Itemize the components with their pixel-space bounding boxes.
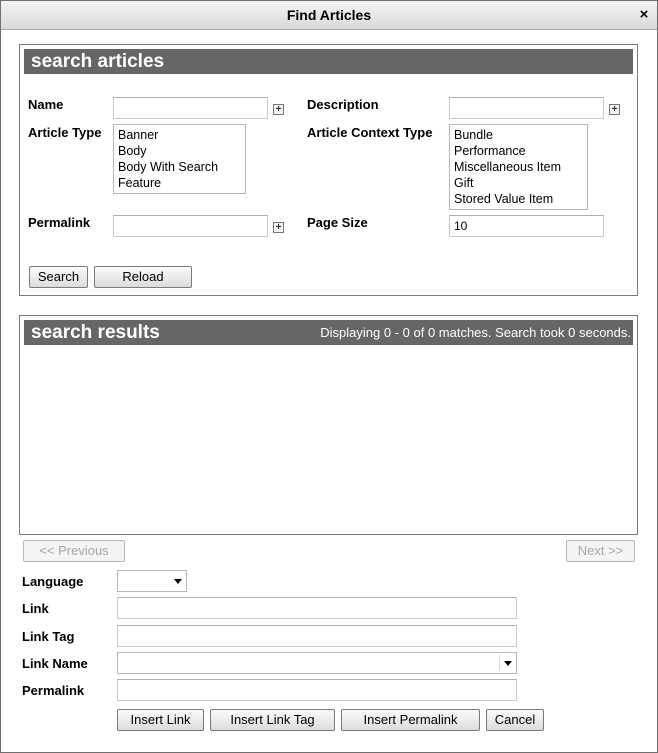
language-label: Language (22, 574, 84, 589)
link-input[interactable] (117, 597, 517, 619)
page-size-label: Page Size (307, 215, 368, 230)
article-type-label: Article Type (28, 125, 102, 140)
dialog-titlebar (1, 1, 657, 30)
context-type-listbox[interactable] (449, 124, 588, 210)
list-item[interactable]: Gift (454, 176, 474, 190)
search-button[interactable]: Search (29, 266, 88, 288)
description-label: Description (307, 97, 379, 112)
language-select[interactable] (117, 570, 187, 592)
context-type-label: Article Context Type (307, 125, 433, 140)
reload-button[interactable]: Reload (94, 266, 192, 288)
list-item[interactable]: Banner (118, 128, 159, 142)
permalink-add-icon[interactable]: + (273, 222, 284, 233)
close-icon[interactable]: × (639, 6, 649, 23)
search-results-status: Displaying 0 - 0 of 0 matches. Search took 0 seconds. (320, 325, 631, 340)
insert-link-tag-button[interactable]: Insert Link Tag (210, 709, 335, 731)
dialog-title: Find Articles (286, 7, 372, 23)
link-label: Link (22, 601, 49, 616)
page-size-input[interactable] (449, 215, 604, 237)
link-tag-label: Link Tag (22, 629, 75, 644)
list-item[interactable]: Performance (454, 144, 526, 158)
search-results-panel (19, 315, 638, 535)
list-item[interactable]: Feature (118, 176, 162, 190)
permalink-form-input[interactable] (117, 679, 517, 701)
cancel-button[interactable]: Cancel (486, 709, 544, 731)
description-input[interactable] (449, 97, 604, 119)
list-item[interactable]: Body With Search (118, 160, 219, 174)
search-results-header (24, 320, 633, 345)
list-item[interactable]: Bundle (454, 128, 493, 142)
name-label: Name (28, 97, 64, 112)
name-input[interactable] (113, 97, 268, 119)
next-page-button[interactable]: Next >> (566, 540, 635, 562)
insert-link-button[interactable]: Insert Link (117, 709, 204, 731)
list-item[interactable]: Stored Value Item (454, 192, 554, 206)
permalink-label: Permalink (28, 215, 91, 230)
search-results-title: search results (31, 322, 160, 343)
previous-page-button[interactable]: << Previous (23, 540, 125, 562)
select-divider (499, 655, 500, 671)
list-item[interactable]: Body (118, 144, 147, 158)
link-name-label: Link Name (22, 656, 88, 671)
link-name-select[interactable] (117, 652, 517, 674)
permalink-input[interactable] (113, 215, 268, 237)
insert-permalink-button[interactable]: Insert Permalink (341, 709, 480, 731)
link-tag-input[interactable] (117, 625, 517, 647)
list-item[interactable]: Miscellaneous Item (454, 160, 561, 174)
search-articles-header (24, 49, 633, 74)
search-articles-panel (19, 44, 638, 296)
article-type-listbox[interactable] (113, 124, 246, 194)
chevron-down-icon (174, 579, 182, 584)
chevron-down-icon (504, 661, 512, 666)
search-articles-title: search articles (31, 51, 165, 72)
permalink-form-label: Permalink (22, 683, 85, 698)
name-add-icon[interactable]: + (273, 104, 284, 115)
description-add-icon[interactable]: + (609, 104, 620, 115)
